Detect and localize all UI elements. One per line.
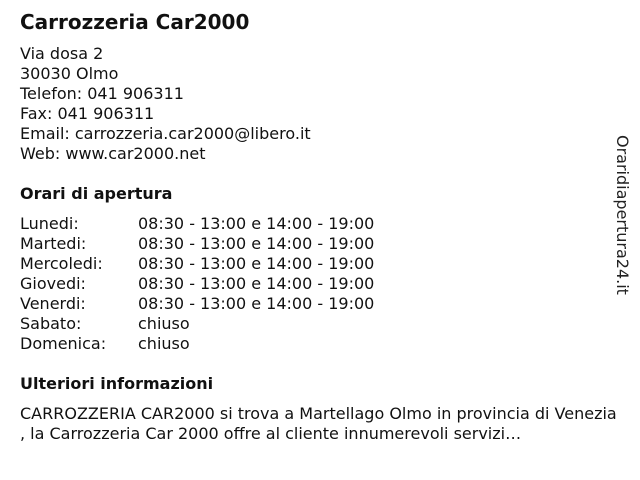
hours-day: Venerdi: (20, 294, 86, 313)
phone-number: Telefon: 041 906311 (20, 84, 184, 103)
hours-time: 08:30 - 13:00 e 14:00 - 19:00 (138, 254, 375, 273)
hours-day: Mercoledi: (20, 254, 103, 273)
hours-time: chiuso (138, 314, 190, 333)
address-city: 30030 Olmo (20, 64, 119, 83)
hours-time: 08:30 - 13:00 e 14:00 - 19:00 (138, 234, 375, 253)
hours-day: Martedi: (20, 234, 87, 253)
site-brand-vertical: Oraridiapertura24.it (613, 135, 632, 295)
business-title: Carrozzeria Car2000 (20, 10, 250, 34)
hours-day: Giovedi: (20, 274, 86, 293)
contact-block (20, 44, 311, 164)
hours-row (20, 334, 374, 354)
business-description: CARROZZERIA CAR2000 si trova a Martellago Olmo in provincia di Venezia , la Carrozzeria Car 2000 offre al cliente innumerevoli servizi… (20, 404, 617, 443)
hours-time: chiuso (138, 334, 190, 353)
address-street: Via dosa 2 (20, 44, 104, 63)
opening-hours-heading: Orari di apertura (20, 184, 173, 203)
opening-hours-table (20, 214, 374, 354)
hours-row (20, 294, 374, 314)
hours-row (20, 214, 374, 234)
email-address: Email: carrozzeria.car2000@libero.it (20, 124, 311, 143)
hours-day: Sabato: (20, 314, 82, 333)
hours-time: 08:30 - 13:00 e 14:00 - 19:00 (138, 214, 375, 233)
hours-row (20, 234, 374, 254)
hours-day: Lunedi: (20, 214, 79, 233)
hours-day: Domenica: (20, 334, 107, 353)
website-address: Web: www.car2000.net (20, 144, 206, 163)
hours-row (20, 314, 374, 334)
hours-time: 08:30 - 13:00 e 14:00 - 19:00 (138, 294, 375, 313)
hours-time: 08:30 - 13:00 e 14:00 - 19:00 (138, 274, 375, 293)
hours-row (20, 254, 374, 274)
fax-number: Fax: 041 906311 (20, 104, 155, 123)
hours-row (20, 274, 374, 294)
more-info-heading: Ulteriori informazioni (20, 374, 214, 393)
